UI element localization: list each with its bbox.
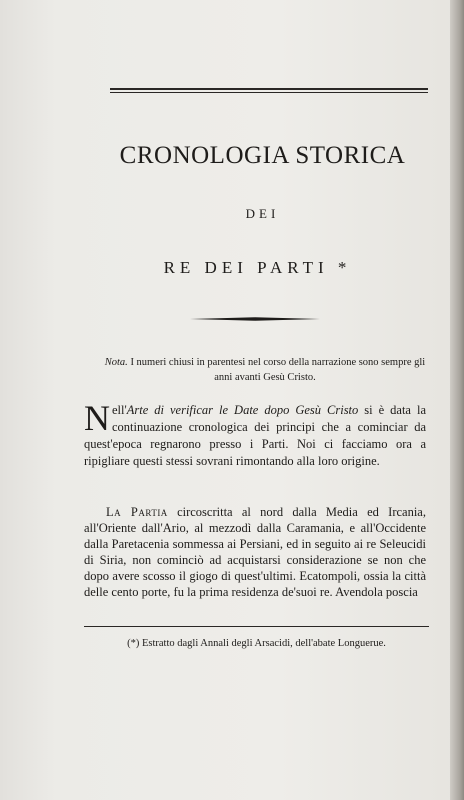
partia-heading: La Partia bbox=[106, 505, 168, 519]
footnote: (*) Estratto dagli Annali degli Arsacidi, dell'abate Longuerue. bbox=[127, 638, 386, 649]
top-rule-thin bbox=[110, 92, 428, 93]
partia-text: circoscritta al nord dalla Media ed Ircania, all'Oriente dall'Ario, al mezzodì dalla Caramania, e all'Occidente dalla Paretacenia sommessa ai Persiani, ed in seguito ai re Seleucidi di Siria, non cominciò ad acquistarsi considerazione se non che dopo avere scosso il giogo di quest'ultimi. Ecatompoli, ossia la città delle cento porte, fu la prima residenza de'suoi re. Avendola poscia bbox=[84, 505, 426, 599]
editorial-note bbox=[100, 355, 430, 385]
intro-text-start: ell' bbox=[112, 403, 127, 417]
drop-cap: N bbox=[84, 398, 110, 438]
book-reference: Arte di verificar le Date dopo Gesù Cristo bbox=[126, 403, 359, 417]
page-edge-shadow bbox=[450, 0, 464, 800]
page-subtitle: RE DEI PARTI * bbox=[163, 258, 352, 277]
note-label: Nota. bbox=[104, 357, 128, 368]
top-rule bbox=[110, 88, 428, 90]
page-title: CRONOLOGIA STORICA bbox=[119, 142, 406, 169]
note-text: I numeri chiusi in parentesi nel corso della narrazione sono sempre gli anni avanti Gesù Cristo. bbox=[127, 357, 426, 383]
paragraph-intro bbox=[84, 398, 426, 470]
intro-text-rest: si è data la continuazione cronologica dei principi che a cominciar da quest'epoca regnarono presso i Parti. Noi ci facciamo ora a ripigliare questi stessi sovrani rimontando alla loro origine. bbox=[84, 403, 426, 468]
title-connector: DEI bbox=[245, 206, 280, 221]
ornament-rule bbox=[190, 317, 320, 321]
footnote-rule bbox=[84, 626, 429, 627]
paragraph-partia bbox=[84, 504, 426, 600]
